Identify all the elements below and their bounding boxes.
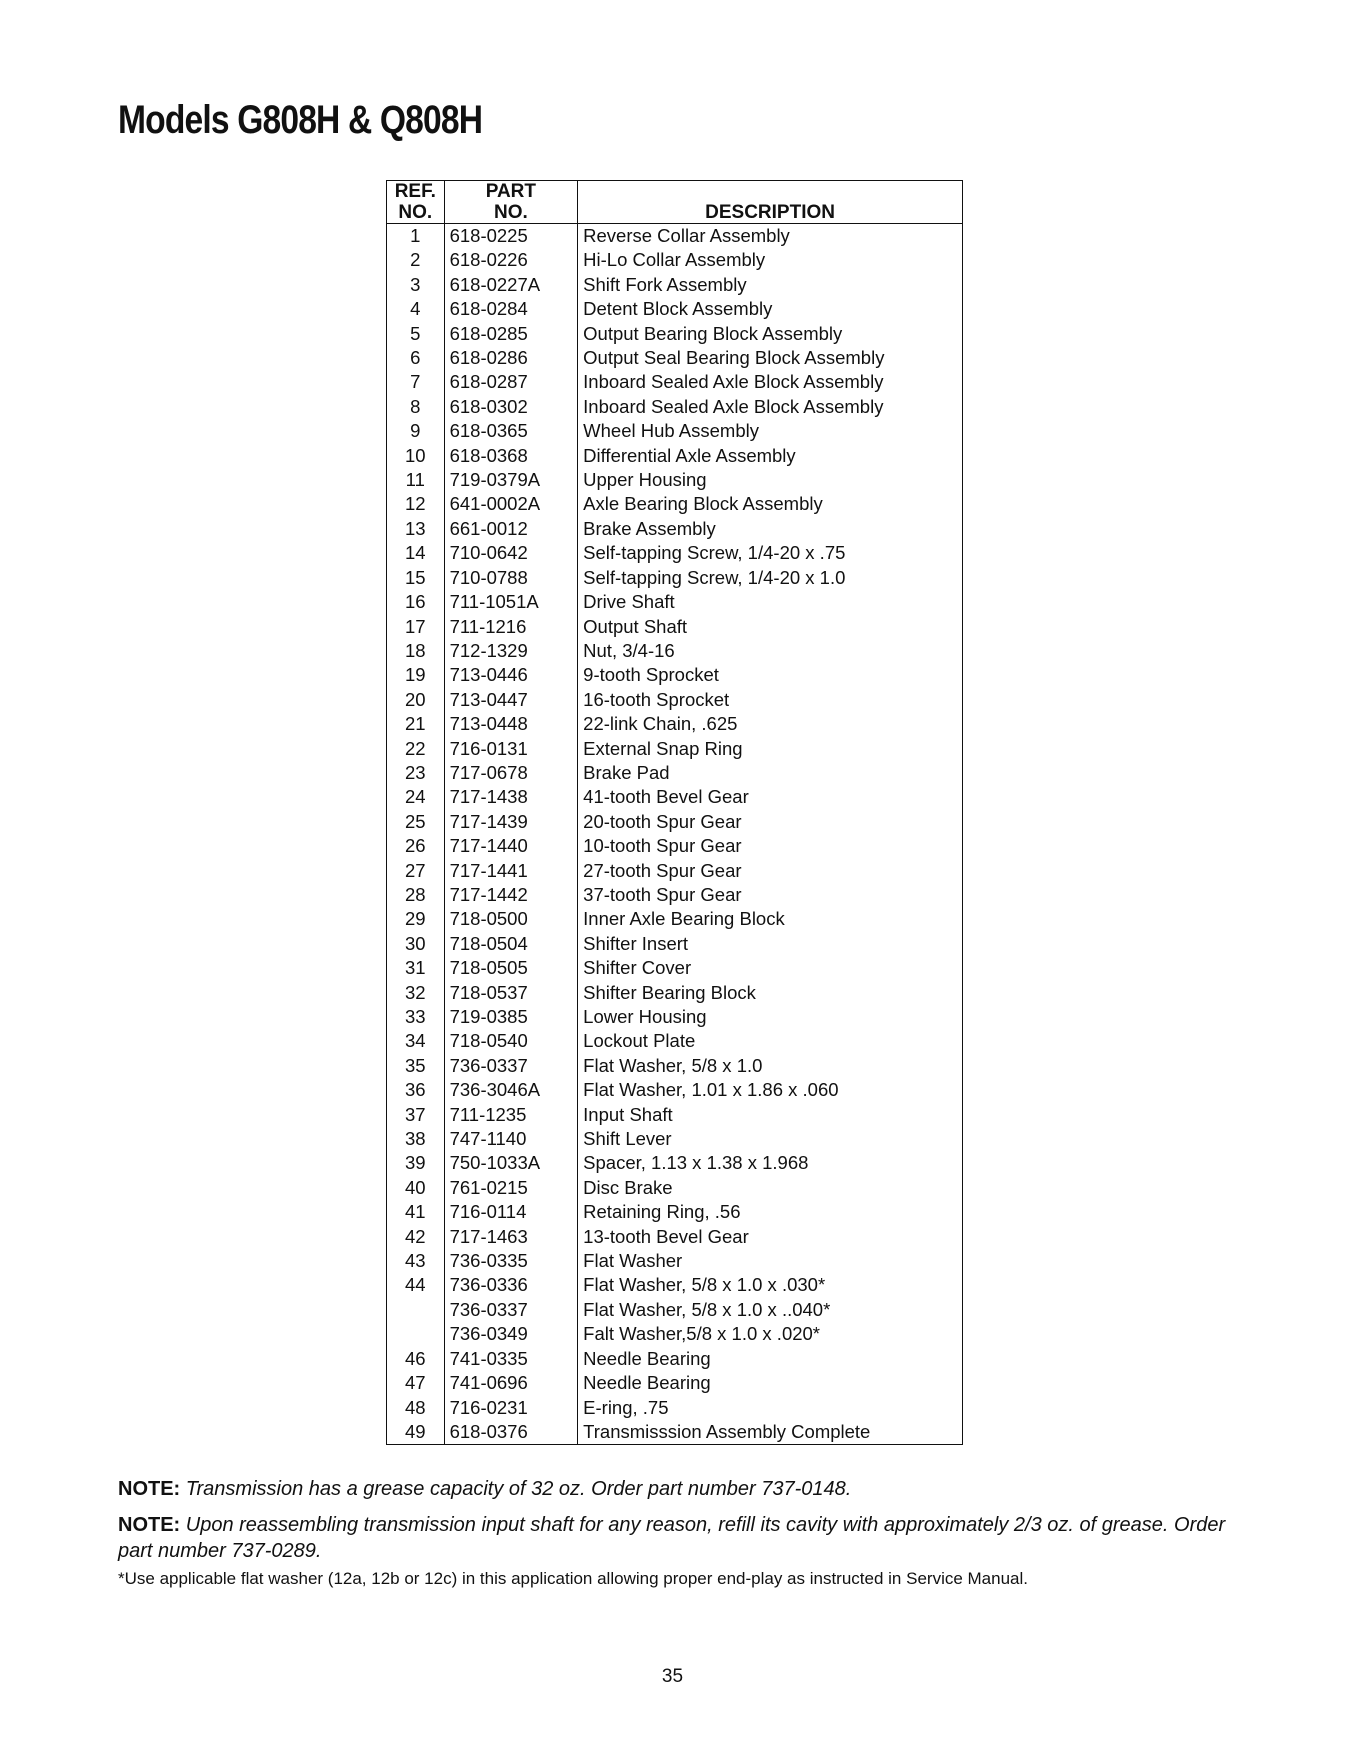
ref-no-cell: 7 [387, 370, 445, 394]
table-row [387, 1371, 963, 1395]
part-no-cell: 717-1439 [444, 810, 578, 834]
part-no-cell: 618-0227A [444, 273, 578, 297]
table-row [387, 419, 963, 443]
description-cell: 16-tooth Sprocket [583, 688, 730, 710]
table-row [387, 517, 963, 541]
ref-no-cell: 1 [387, 224, 445, 249]
table-row [387, 1151, 963, 1175]
part-no-cell: 719-0379A [444, 468, 578, 492]
note-text: Transmission has a grease capacity of 32 oz. Order part number 737-0148. [185, 1478, 852, 1500]
table-row [387, 810, 963, 834]
ref-no-cell: 40 [387, 1176, 445, 1200]
ref-no-cell: 49 [387, 1420, 445, 1445]
ref-no-cell: 10 [387, 444, 445, 468]
table-row [387, 590, 963, 614]
part-no-cell: 741-0335 [444, 1347, 578, 1371]
part-no-cell: 618-0368 [444, 444, 578, 468]
part-no-cell: 747-1140 [444, 1127, 578, 1151]
description-cell: Shifter Insert [583, 932, 689, 954]
table-header-row [387, 181, 963, 224]
description-cell: Shifter Bearing Block [583, 981, 756, 1003]
table-row [387, 297, 963, 321]
description-cell: 9-tooth Sprocket [583, 664, 719, 686]
part-no-cell: 717-1442 [444, 883, 578, 907]
description-cell: Differential Axle Assembly [583, 444, 796, 466]
part-no-cell: 713-0447 [444, 688, 578, 712]
description-cell: 37-tooth Spur Gear [583, 883, 742, 905]
part-no-cell: 718-0540 [444, 1029, 578, 1053]
table-row [387, 1054, 963, 1078]
part-no-cell: 711-1216 [444, 615, 578, 639]
table-row [387, 1005, 963, 1029]
description-cell: Transmisssion Assembly Complete [583, 1420, 871, 1442]
table-row [387, 1200, 963, 1224]
ref-no-cell: 38 [387, 1127, 445, 1151]
ref-no-cell: 20 [387, 688, 445, 712]
ref-no-cell: 25 [387, 810, 445, 834]
part-no-cell: 716-0231 [444, 1396, 578, 1420]
ref-no-cell: 18 [387, 639, 445, 663]
ref-no-cell: 14 [387, 541, 445, 565]
description-cell: Spacer, 1.13 x 1.38 x 1.968 [583, 1152, 809, 1174]
table-row [387, 761, 963, 785]
part-no-cell: 719-0385 [444, 1005, 578, 1029]
ref-no-cell: 16 [387, 590, 445, 614]
ref-no-cell: 26 [387, 834, 445, 858]
part-no-cell: 618-0287 [444, 370, 578, 394]
table-row [387, 688, 963, 712]
ref-no-cell: 32 [387, 981, 445, 1005]
table-row [387, 346, 963, 370]
page-number: 35 [661, 1666, 684, 1687]
part-no-header [444, 181, 578, 224]
description-cell: Brake Assembly [583, 517, 716, 539]
note-grease-capacity [118, 1476, 1248, 1502]
description-cell: External Snap Ring [583, 737, 743, 759]
part-no-cell: 618-0365 [444, 419, 578, 443]
description-cell: Output Shaft [583, 615, 688, 637]
table-row [387, 1322, 963, 1346]
description-cell: Detent Block Assembly [583, 298, 773, 320]
note-reassembly [118, 1512, 1248, 1564]
ref-no-cell: 15 [387, 566, 445, 590]
part-no-cell: 718-0505 [444, 956, 578, 980]
description-cell: Flat Washer, 5/8 x 1.0 x .030* [583, 1274, 826, 1296]
description-cell: Upper Housing [583, 469, 707, 491]
table-row [387, 395, 963, 419]
table-row [387, 1225, 963, 1249]
table-row [387, 444, 963, 468]
part-no-cell: 716-0114 [444, 1200, 578, 1224]
table-row [387, 1103, 963, 1127]
table-row [387, 1420, 963, 1445]
description-cell: 10-tooth Spur Gear [583, 835, 742, 857]
description-cell: Inboard Sealed Axle Block Assembly [583, 371, 884, 393]
part-no-cell: 736-0349 [444, 1322, 578, 1346]
description-cell: 41-tooth Bevel Gear [583, 786, 749, 808]
part-no-cell: 711-1235 [444, 1103, 578, 1127]
ref-no-cell: 19 [387, 663, 445, 687]
table-row [387, 737, 963, 761]
ref-no-cell: 21 [387, 712, 445, 736]
description-cell: Disc Brake [583, 1176, 673, 1198]
ref-no-cell: 30 [387, 932, 445, 956]
part-no-cell: 712-1329 [444, 639, 578, 663]
ref-no-header [387, 181, 445, 224]
part-no-cell: 736-0337 [444, 1054, 578, 1078]
description-cell: Output Bearing Block Assembly [583, 322, 843, 344]
ref-no-cell: 27 [387, 859, 445, 883]
ref-no-cell: 22 [387, 737, 445, 761]
part-header-line1: PART [485, 181, 537, 202]
description-cell: Brake Pad [583, 761, 670, 783]
ref-no-cell: 43 [387, 1249, 445, 1273]
table-row [387, 712, 963, 736]
table-row [387, 883, 963, 907]
table-row [387, 785, 963, 809]
ref-no-cell: 11 [387, 468, 445, 492]
table-row [387, 859, 963, 883]
part-no-cell: 716-0131 [444, 737, 578, 761]
description-cell: Retaining Ring, .56 [583, 1201, 741, 1223]
note-label: NOTE: [118, 1514, 181, 1536]
part-no-cell: 717-1440 [444, 834, 578, 858]
part-no-cell: 761-0215 [444, 1176, 578, 1200]
description-cell: 13-tooth Bevel Gear [583, 1225, 749, 1247]
description-cell: Needle Bearing [583, 1347, 711, 1369]
ref-no-cell: 42 [387, 1225, 445, 1249]
ref-header-line2: NO. [398, 202, 433, 223]
table-row [387, 907, 963, 931]
table-row [387, 541, 963, 565]
description-cell: Needle Bearing [583, 1372, 711, 1394]
ref-no-cell: 13 [387, 517, 445, 541]
part-no-cell: 717-1438 [444, 785, 578, 809]
ref-no-cell: 41 [387, 1200, 445, 1224]
parts-table-body [387, 224, 963, 1445]
ref-no-cell: 2 [387, 248, 445, 272]
part-no-cell: 661-0012 [444, 517, 578, 541]
table-row [387, 834, 963, 858]
description-cell: Self-tapping Screw, 1/4-20 x .75 [583, 542, 846, 564]
ref-no-cell: 36 [387, 1078, 445, 1102]
ref-no-cell: 28 [387, 883, 445, 907]
ref-no-cell: 3 [387, 273, 445, 297]
ref-no-cell: 12 [387, 492, 445, 516]
table-row [387, 322, 963, 346]
table-row [387, 224, 963, 249]
description-cell: 27-tooth Spur Gear [583, 859, 742, 881]
part-header-line2: NO. [493, 202, 528, 223]
ref-no-cell: 4 [387, 297, 445, 321]
description-cell: Inner Axle Bearing Block [583, 908, 785, 930]
part-no-cell: 618-0226 [444, 248, 578, 272]
note-text: Upon reassembling transmission input shaft for any reason, refill its cavity with approximately 2/3 oz. of grease. Order part number 737-0289. [118, 1514, 1226, 1562]
part-no-cell: 718-0504 [444, 932, 578, 956]
ref-no-cell: 35 [387, 1054, 445, 1078]
description-cell: E-ring, .75 [583, 1396, 669, 1418]
ref-no-cell: 8 [387, 395, 445, 419]
table-row [387, 1176, 963, 1200]
table-row [387, 932, 963, 956]
note-label: NOTE: [118, 1478, 181, 1500]
part-no-cell: 710-0642 [444, 541, 578, 565]
table-row [387, 273, 963, 297]
part-no-cell: 717-0678 [444, 761, 578, 785]
table-row [387, 639, 963, 663]
ref-no-cell: 44 [387, 1273, 445, 1297]
ref-no-cell [387, 1322, 445, 1346]
description-cell: Wheel Hub Assembly [583, 420, 759, 442]
description-cell: Falt Washer,5/8 x 1.0 x .020* [583, 1323, 821, 1345]
description-cell: Flat Washer [583, 1250, 683, 1272]
table-row [387, 1127, 963, 1151]
description-cell: Inboard Sealed Axle Block Assembly [583, 395, 884, 417]
part-no-cell: 618-0286 [444, 346, 578, 370]
table-row [387, 1396, 963, 1420]
table-row [387, 1298, 963, 1322]
ref-no-cell: 33 [387, 1005, 445, 1029]
ref-no-cell: 39 [387, 1151, 445, 1175]
table-row [387, 1347, 963, 1371]
part-no-cell: 750-1033A [444, 1151, 578, 1175]
description-cell: 20-tooth Spur Gear [583, 810, 742, 832]
parts-table [386, 180, 963, 1445]
table-row [387, 1078, 963, 1102]
part-no-cell: 641-0002A [444, 492, 578, 516]
description-cell: Flat Washer, 1.01 x 1.86 x .060 [583, 1079, 839, 1101]
table-row [387, 981, 963, 1005]
part-no-cell: 618-0284 [444, 297, 578, 321]
description-cell: Flat Washer, 5/8 x 1.0 x ..040* [583, 1298, 831, 1320]
description-cell: Axle Bearing Block Assembly [583, 493, 823, 515]
ref-header-line1: REF. [394, 181, 436, 202]
table-row [387, 956, 963, 980]
ref-no-cell: 24 [387, 785, 445, 809]
part-no-cell: 736-0336 [444, 1273, 578, 1297]
description-cell: Output Seal Bearing Block Assembly [583, 347, 885, 369]
part-no-cell: 736-3046A [444, 1078, 578, 1102]
description-cell: Hi-Lo Collar Assembly [583, 249, 766, 271]
part-no-cell: 618-0376 [444, 1420, 578, 1445]
ref-no-cell: 37 [387, 1103, 445, 1127]
table-row [387, 1249, 963, 1273]
description-cell: Lower Housing [583, 1006, 707, 1027]
description-cell: Flat Washer, 5/8 x 1.0 [583, 1054, 763, 1076]
notes-section [118, 1476, 1248, 1590]
description-cell: Shift Lever [583, 1128, 672, 1150]
description-cell: Reverse Collar Assembly [583, 225, 790, 246]
part-no-cell: 713-0448 [444, 712, 578, 736]
part-no-cell: 736-0335 [444, 1249, 578, 1273]
part-no-cell: 717-1441 [444, 859, 578, 883]
part-no-cell: 713-0446 [444, 663, 578, 687]
table-row [387, 1029, 963, 1053]
footnote: *Use applicable flat washer (12a, 12b or 12c) in this application allowing proper end-play as instructed in Service Manual. [118, 1569, 1028, 1588]
description-cell: Input Shaft [583, 1103, 673, 1125]
part-no-cell: 736-0337 [444, 1298, 578, 1322]
ref-no-cell: 23 [387, 761, 445, 785]
description-cell: 22-link Chain, .625 [583, 713, 738, 735]
table-row [387, 468, 963, 492]
table-row [387, 492, 963, 516]
part-no-cell: 710-0788 [444, 566, 578, 590]
description-cell: Drive Shaft [583, 591, 675, 613]
part-no-cell: 741-0696 [444, 1371, 578, 1395]
ref-no-cell: 31 [387, 956, 445, 980]
table-row [387, 615, 963, 639]
table-row [387, 566, 963, 590]
ref-no-cell: 29 [387, 907, 445, 931]
ref-no-cell: 6 [387, 346, 445, 370]
description-cell: Self-tapping Screw, 1/4-20 x 1.0 [583, 566, 846, 588]
description-cell: Lockout Plate [583, 1030, 696, 1052]
description-header: DESCRIPTION [578, 181, 963, 224]
table-row [387, 1273, 963, 1297]
ref-no-cell: 34 [387, 1029, 445, 1053]
part-no-cell: 618-0225 [444, 224, 578, 249]
ref-no-cell: 5 [387, 322, 445, 346]
part-no-cell: 711-1051A [444, 590, 578, 614]
description-cell: Shifter Cover [583, 957, 692, 979]
table-row [387, 370, 963, 394]
page-title: Models G808H & Q808H [118, 98, 483, 142]
part-no-cell: 618-0285 [444, 322, 578, 346]
table-row [387, 248, 963, 272]
table-row [387, 663, 963, 687]
part-no-cell: 718-0537 [444, 981, 578, 1005]
ref-no-cell: 46 [387, 1347, 445, 1371]
ref-no-cell: 48 [387, 1396, 445, 1420]
ref-no-cell: 17 [387, 615, 445, 639]
ref-no-cell: 47 [387, 1371, 445, 1395]
part-no-cell: 718-0500 [444, 907, 578, 931]
ref-no-cell: 9 [387, 419, 445, 443]
description-cell: Nut, 3/4-16 [583, 639, 675, 661]
part-no-cell: 618-0302 [444, 395, 578, 419]
ref-no-cell [387, 1298, 445, 1322]
part-no-cell: 717-1463 [444, 1225, 578, 1249]
description-cell: Shift Fork Assembly [583, 273, 747, 295]
